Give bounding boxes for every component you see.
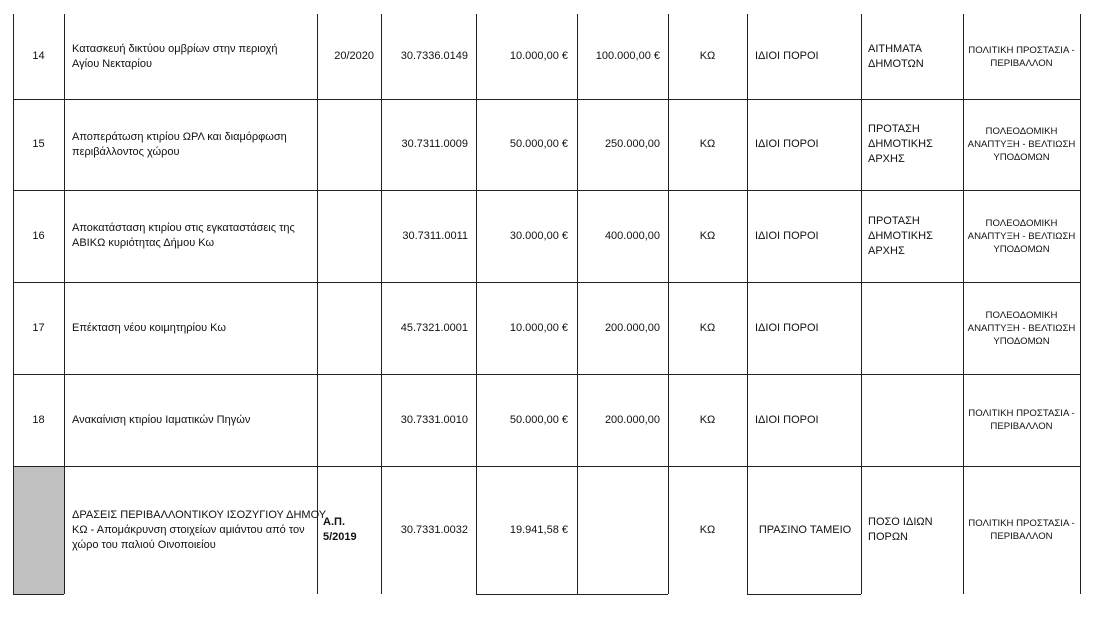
total-budget: 200.000,00 [604, 321, 660, 334]
total-budget: 250.000,00 [604, 138, 660, 150]
proposal-source-line: ΑΙΤΗΜΑΤΑ [868, 42, 922, 55]
project-title-line: Αποπεράτωση κτιρίου ΩΡΛ και διαμόρφωση [72, 130, 287, 143]
category-line: ΥΠΟΔΟΜΩΝ [993, 335, 1050, 347]
amount: 10.000,00 € [509, 321, 568, 334]
category-line: ΑΝΑΠΤΥΞΗ - ΒΕΛΤΙΩΣΗ [967, 139, 1076, 150]
row-number: 17 [32, 321, 45, 334]
proposal-source-line: ΔΗΜΟΤΩΝ [868, 57, 924, 70]
decision-ref-line: 20/2020 [334, 50, 374, 62]
proposal-source [868, 466, 959, 594]
category-line: ΠΟΛΙΤΙΚΗ ΠΡΟΣΤΑΣΙΑ - [968, 44, 1075, 56]
proposal-source-line: ΠΡΟΤΑΣΗ [868, 123, 920, 135]
budget-code: 30.7336.0149 [400, 50, 468, 62]
proposal-source [868, 282, 959, 374]
decision-ref [323, 99, 374, 190]
category [967, 99, 1076, 190]
budget-code: 30.7331.0010 [400, 413, 468, 426]
category-line: ΠΕΡΙΒΑΛΛΟΝ [990, 531, 1053, 542]
project-title-line: περιβάλλοντος χώρου [72, 145, 180, 158]
decision-ref [323, 374, 374, 466]
category [967, 466, 1076, 594]
row-number [13, 466, 64, 594]
area: ΚΩ [699, 523, 716, 536]
decision-ref [323, 282, 374, 374]
proposal-source-line: ΔΗΜΟΤΙΚΗΣ [868, 138, 933, 150]
amount: 50.000,00 € [509, 413, 568, 426]
budget-code: 30.7331.0032 [400, 523, 468, 536]
category-line: ΠΟΛΕΟΔΟΜΙΚΗ [985, 309, 1058, 321]
proposal-source-line: ΠΟΣΟ ΙΔΙΩΝ [868, 516, 933, 528]
decision-ref-line: Α.Π. [323, 516, 345, 528]
amount: 10.000,00 € [509, 50, 568, 62]
proposal-source [868, 190, 959, 282]
budget-code: 30.7311.0009 [401, 138, 468, 150]
project-title-line: Αγίου Νεκταρίου [72, 57, 153, 70]
amount: 30.000,00 € [509, 229, 568, 242]
area: ΚΩ [699, 50, 716, 62]
budget-code: 30.7311.0011 [402, 229, 468, 242]
decision-ref [323, 14, 374, 99]
area: ΚΩ [699, 229, 716, 242]
project-title-line: Αποκατάσταση κτιρίου στις εγκαταστάσεις της [72, 222, 295, 234]
amount: 19.941,58 € [509, 523, 568, 536]
funding-source: ΙΔΙΟΙ ΠΟΡΟΙ [755, 413, 819, 426]
category-line: ΥΠΟΔΟΜΩΝ [993, 243, 1050, 255]
category [967, 14, 1076, 99]
funding-source: ΙΔΙΟΙ ΠΟΡΟΙ [755, 229, 819, 242]
project-title-line: ΚΩ - Απομάκρυνση στοιχείων αμιάντου από τον [72, 523, 305, 536]
row-number: 16 [32, 229, 45, 242]
total-budget: 400.000,00 [604, 229, 660, 242]
project-title-line: χώρο του παλιού Οινοποιείου [72, 538, 216, 551]
category-line: ΠΟΛΙΤΙΚΗ ΠΡΟΣΤΑΣΙΑ - [968, 408, 1075, 419]
proposal-source-line: ΑΡΧΗΣ [868, 153, 905, 165]
project-title [72, 374, 311, 466]
category-line: ΑΝΑΠΤΥΞΗ - ΒΕΛΤΙΩΣΗ [967, 322, 1076, 334]
total-budget: 200.000,00 [604, 413, 660, 426]
project-title-line: ΔΡΑΣΕΙΣ ΠΕΡΙΒΑΛΛΟΝΤΙΚΟΥ ΙΣΟΖΥΓΙΟΥ ΔΗΜΟΥ [72, 508, 327, 521]
project-title-line: Ανακαίνιση κτιρίου Ιαματικών Πηγών [72, 413, 251, 426]
project-title-line: Κατασκευή δικτύου ομβρίων στην περιοχή [72, 42, 278, 55]
proposal-source-line: ΠΡΟΤΑΣΗ [868, 214, 920, 227]
project-title [72, 282, 311, 374]
proposal-source [868, 374, 959, 466]
budget-code: 45.7321.0001 [400, 321, 468, 334]
row-number: 15 [32, 138, 45, 150]
category-line: ΠΕΡΙΒΑΛΛΟΝ [990, 57, 1053, 69]
project-title [72, 190, 311, 282]
category [967, 190, 1076, 282]
area: ΚΩ [699, 413, 716, 426]
project-title [72, 14, 311, 99]
proposal-source-line: ΔΗΜΟΤΙΚΗΣ [868, 229, 933, 242]
category [967, 374, 1076, 466]
amount: 50.000,00 € [509, 138, 568, 150]
category-line: ΠΟΛΕΟΔΟΜΙΚΗ [985, 126, 1058, 137]
category-line: ΠΕΡΙΒΑΛΛΟΝ [990, 421, 1053, 432]
decision-ref [323, 466, 374, 594]
funding-source: ΙΔΙΟΙ ΠΟΡΟΙ [755, 50, 819, 62]
decision-ref-line: 5/2019 [323, 531, 357, 543]
category-line: ΥΠΟΔΟΜΩΝ [993, 152, 1050, 163]
project-title-line: ΑΒΙΚΩ κυριότητας Δήμου Κω [72, 237, 215, 249]
total-budget [581, 466, 660, 594]
proposal-source [868, 99, 959, 190]
proposal-source-line: ΑΡΧΗΣ [868, 244, 905, 257]
decision-ref [323, 190, 374, 282]
category-line: ΠΟΛΕΟΔΟΜΙΚΗ [985, 217, 1058, 229]
area: ΚΩ [699, 321, 716, 334]
proposal-source-line: ΠΟΡΩΝ [868, 531, 909, 543]
funding-source: ΙΔΙΟΙ ΠΟΡΟΙ [755, 321, 819, 334]
category [967, 282, 1076, 374]
project-title [72, 466, 327, 594]
proposal-source [868, 14, 959, 99]
row-number: 14 [32, 50, 45, 62]
category-line: ΑΝΑΠΤΥΞΗ - ΒΕΛΤΙΩΣΗ [967, 230, 1076, 242]
total-budget: 100.000,00 € [595, 50, 660, 62]
funding-source: ΙΔΙΟΙ ΠΟΡΟΙ [755, 138, 819, 150]
funding-source: ΠΡΑΣΙΝΟ ΤΑΜΕΙΟ [758, 523, 852, 536]
area: ΚΩ [699, 138, 716, 150]
project-title [72, 99, 311, 190]
project-title-line: Επέκταση νέου κοιμητηρίου Κω [72, 321, 226, 334]
row-number: 18 [32, 413, 45, 426]
category-line: ΠΟΛΙΤΙΚΗ ΠΡΟΣΤΑΣΙΑ - [968, 518, 1075, 529]
